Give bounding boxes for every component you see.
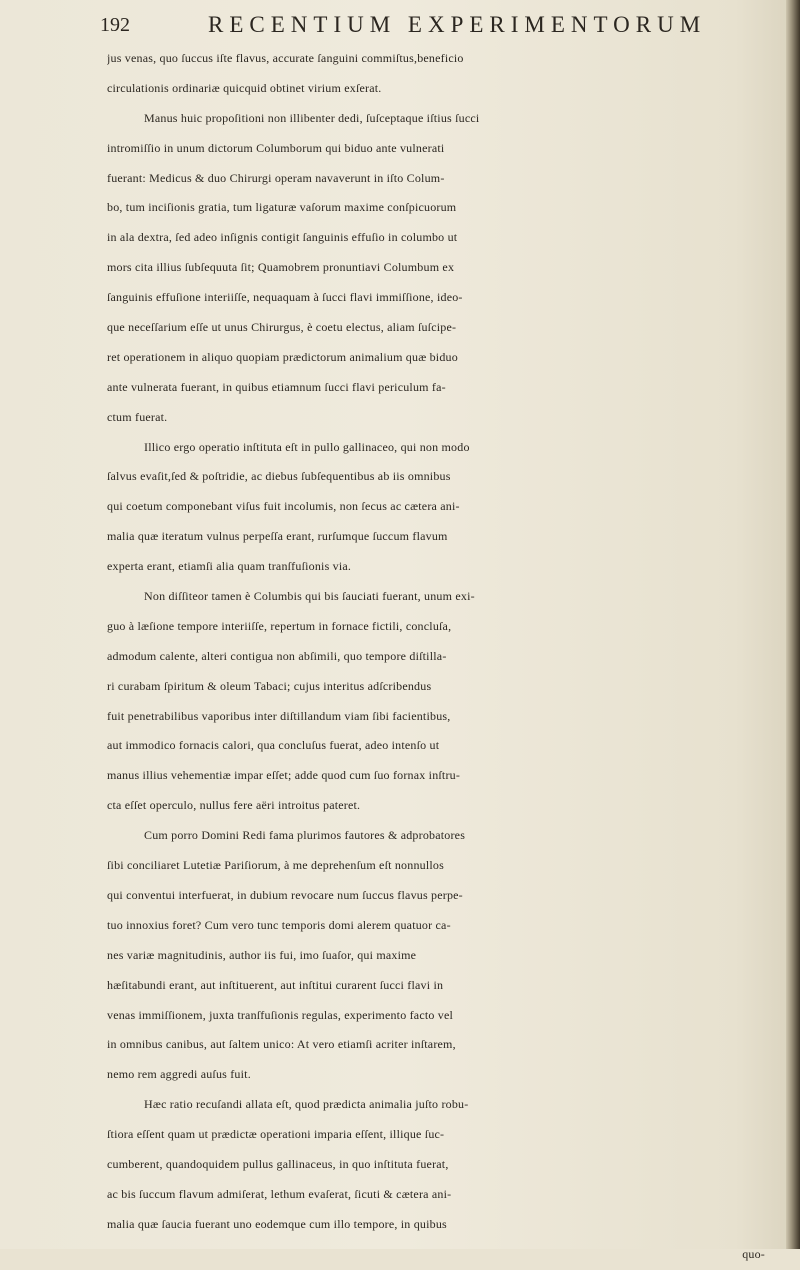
text-line: Manus huic propoſitioni non illibenter dedi, ſuſceptaque iſtius ſucci <box>144 110 480 125</box>
text-line: nes variæ magnitudinis, author iis fui, imo ſuaſor, qui maxime <box>107 947 417 962</box>
body-text <box>107 44 767 1270</box>
text-line: circulationis ordinariæ quicquid obtinet virium exſerat. <box>107 80 382 95</box>
text-line: ret operationem in aliquo quopiam prædictorum animalium quæ biduo <box>107 349 458 364</box>
text-line: ac bis ſuccum flavum admiſerat, lethum evaſerat, ſicuti & cætera ani- <box>107 1186 452 1201</box>
text-line: ri curabam ſpiritum & oleum Tabaci; cujus interitus adſcribendus <box>107 678 432 693</box>
text-line: ſanguinis effuſione interiiſſe, nequaquam à ſucci flavi immiſſione, ideo- <box>107 290 463 305</box>
text-line: malia quæ ſaucia fuerant uno eodemque cum illo tempore, in quibus <box>107 1216 447 1231</box>
text-line: Non diſſiteor tamen è Columbis qui bis ſauciati fuerant, unum exi- <box>144 589 475 604</box>
text-line: guo à læſione tempore interiiſſe, repertum in fornace fictili, concluſa, <box>107 618 452 633</box>
text-line: fuerant: Medicus & duo Chirurgi operam navaverunt in iſto Colum- <box>107 170 445 185</box>
text-line: ſalvus evaſit,ſed & poſtridie, ac diebus ſubſequentibus ab iis omnibus <box>107 469 451 484</box>
page-gutter-edge <box>786 0 800 1249</box>
text-line: que neceſſarium eſſe ut unus Chirurgus, è coetu electus, aliam ſuſcipe- <box>107 320 457 335</box>
text-line: admodum calente, alteri contigua non abſimili, quo tempore diſtilla- <box>107 648 447 663</box>
text-line: nemo rem aggredi auſus fuit. <box>107 1067 251 1082</box>
text-line: malia quæ iteratum vulnus perpeſſa erant, rurſumque ſuccum flavum <box>107 529 448 544</box>
page-number: 192 <box>100 14 130 36</box>
text-line: cta eſſet operculo, nullus fere aëri introitus pateret. <box>107 798 361 813</box>
text-line: in ala dextra, ſed adeo inſignis contigit ſanguinis effuſio in columbo ut <box>107 230 458 245</box>
text-line: ſibi conciliaret Lutetiæ Pariſiorum, à me deprehenſum eſt nonnullos <box>107 858 444 873</box>
text-line: Cum porro Domini Redi fama plurimos fautores & adprobatores <box>144 828 466 843</box>
text-line: Illico ergo operatio inſtituta eſt in pullo gallinaceo, qui non modo <box>144 439 470 454</box>
text-line: manus illius vehementiæ impar eſſet; adde quod cum ſuo fornax inſtru- <box>107 768 461 783</box>
text-line: venas immiſſionem, juxta tranſfuſionis regulas, experimento facto vel <box>107 1007 454 1022</box>
text-line: ante vulnerata fuerant, in quibus etiamnum ſucci flavi periculum fa- <box>107 379 446 394</box>
page-header <box>100 10 760 46</box>
text-line: cumberent, quandoquidem pullus gallinaceus, in quo inſtituta fuerat, <box>107 1156 449 1171</box>
text-line: hæſitabundi erant, aut inſtituerent, aut inſtitui curarent ſucci flavi in <box>107 977 444 992</box>
text-line: mors cita illius ſubſequuta ſit; Quamobrem pronuntiavi Columbum ex <box>107 260 455 275</box>
text-line: experta erant, etiamſi alia quam tranſfuſionis via. <box>107 559 352 574</box>
text-line: in omnibus canibus, aut ſaltem unico: At vero etiamſi acriter inſtarem, <box>107 1037 456 1052</box>
text-line: fuit penetrabilibus vaporibus inter diſtillandum viam ſibi facientibus, <box>107 708 451 723</box>
text-line: jus venas, quo ſuccus iſte flavus, accurate ſanguini commiſtus,beneficio <box>107 51 464 65</box>
text-line: bo, tum inciſionis gratia, tum ligaturæ vaſorum maxime conſpicuorum <box>107 200 457 215</box>
text-line: ſtiora eſſent quam ut prædictæ operationi imparia eſſent, illique ſuc- <box>107 1127 445 1142</box>
text-line: qui coetum componebant viſus fuit incolumis, non ſecus ac cætera ani- <box>107 499 460 514</box>
text-line: tuo innoxius foret? Cum vero tunc temporis domi alerem quatuor ca- <box>107 917 451 932</box>
text-line: ctum fuerat. <box>107 409 168 424</box>
text-line: qui conventui interfuerat, in dubium revocare num ſuccus flavus perpe- <box>107 887 463 902</box>
text-line: aut immodico fornacis calori, qua concluſus fuerat, adeo intenſo ut <box>107 738 440 753</box>
text-line: intromiſſio in unum dictorum Columborum qui biduo ante vulnerati <box>107 140 445 155</box>
running-head: RECENTIUM EXPERIMENTORUM <box>208 12 707 37</box>
catchword: quo- <box>742 1246 765 1261</box>
text-line: Hæc ratio recuſandi allata eſt, quod prædicta animalia juſto robu- <box>144 1097 469 1112</box>
